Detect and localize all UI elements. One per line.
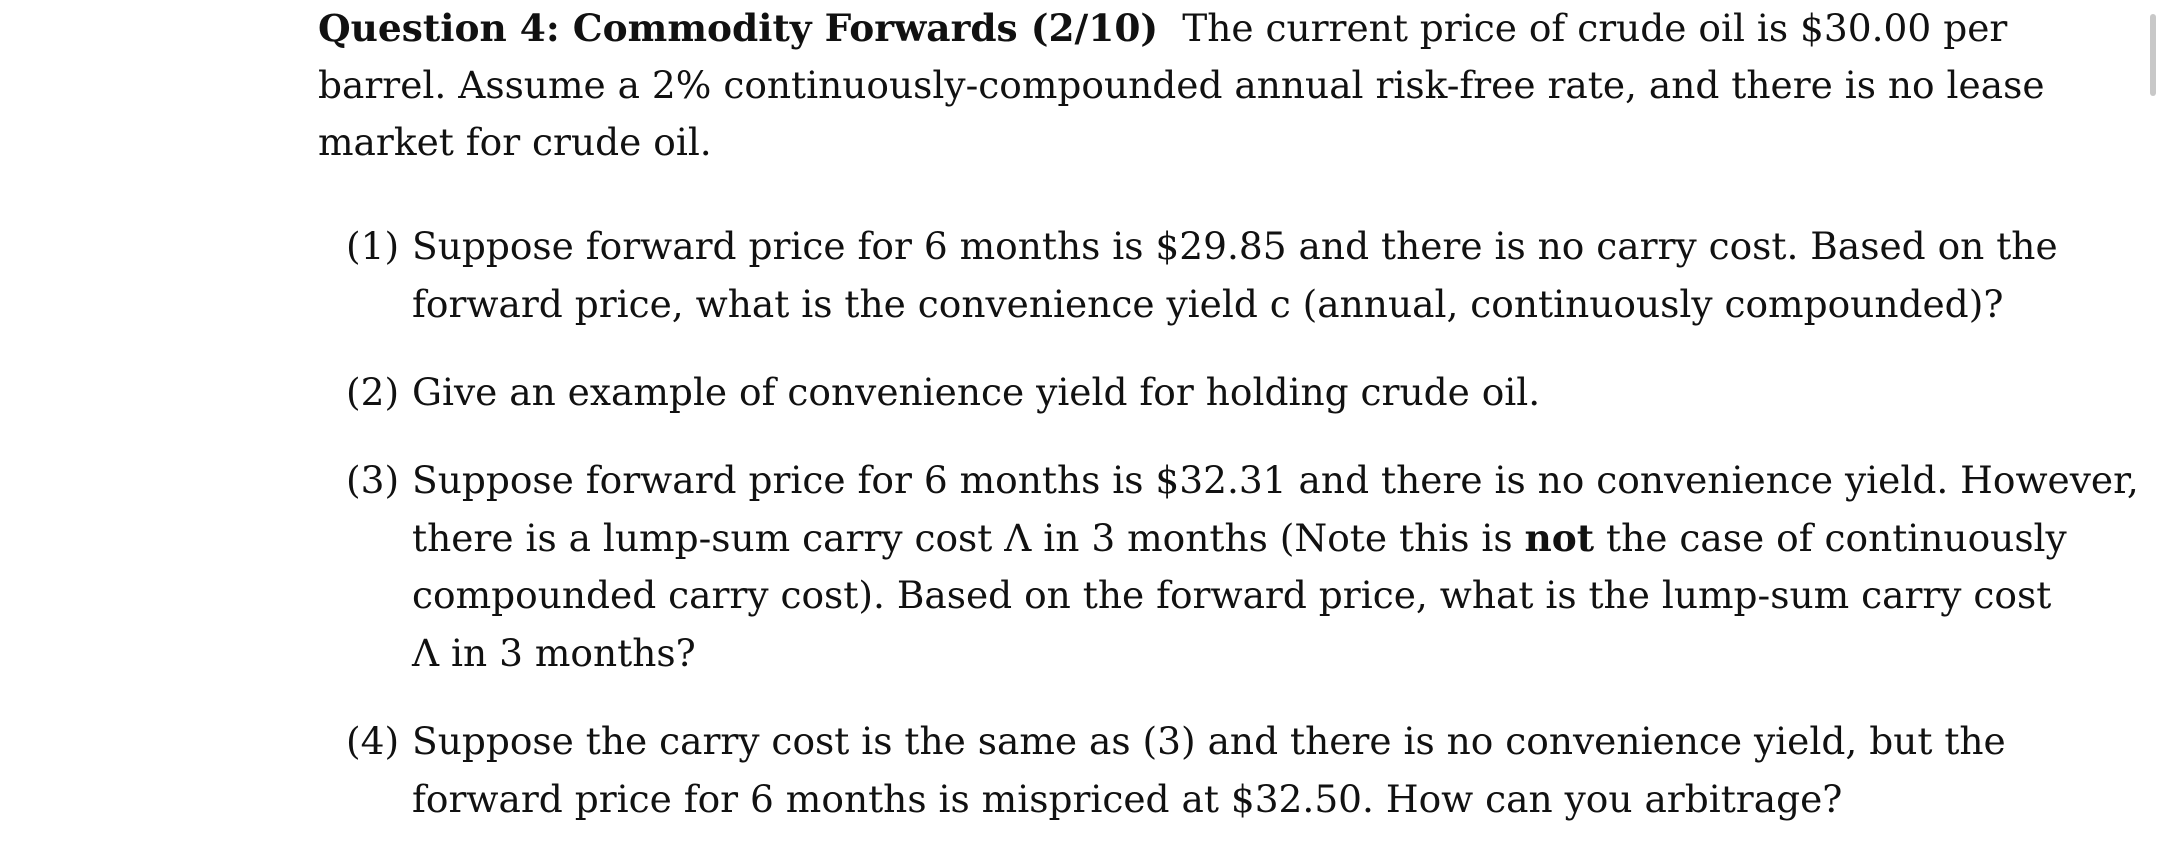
intro-text-1: The current price of crude oil is $30.00 per	[1182, 6, 2008, 50]
text-line: forward price for 6 months is mispriced at $32.50. How can you arbitrage?	[412, 776, 1843, 821]
text-line: Suppose the carry cost is the same as (3) and there is no convenience yield, but the	[412, 719, 2006, 763]
sub-question-text	[412, 713, 2006, 828]
text-line: Suppose forward price for 6 months is $32.31 and there is no convenience yield. However,	[412, 458, 2139, 502]
text-line: Λ in 3 months?	[412, 630, 696, 675]
sub-question-text	[412, 218, 2058, 333]
text-segment: there is a lump-sum carry cost Λ in 3 months (Note this is	[412, 515, 1525, 560]
sub-question-number: (4)	[346, 719, 400, 763]
emphasis-not: not	[1524, 515, 1595, 560]
sub-question-text	[412, 452, 2139, 682]
intro-line-1	[318, 0, 2008, 57]
question-label: Question 4: Commodity Forwards (2/10)	[318, 6, 1159, 50]
sub-question-number: (3)	[346, 458, 400, 502]
scrollbar-thumb[interactable]	[2150, 14, 2156, 96]
question-intro	[318, 0, 2045, 171]
text-segment: the case of continuously	[1594, 515, 2067, 560]
text-line: Suppose forward price for 6 months is $29.85 and there is no carry cost. Based on the	[412, 224, 2058, 268]
sub-question-number: (2)	[346, 370, 400, 414]
sub-question-number: (1)	[346, 224, 400, 268]
document-page	[318, 0, 2139, 821]
text-line: forward price, what is the convenience yield c (annual, continuously compounded)?	[412, 281, 2004, 326]
intro-line-2: barrel. Assume a 2% continuously-compounded annual risk-free rate, and there is no lease	[318, 63, 2045, 107]
text-line: Give an example of convenience yield for holding crude oil.	[412, 370, 1541, 414]
intro-line-3: market for crude oil.	[318, 120, 712, 164]
text-line: compounded carry cost). Based on the forward price, what is the lump-sum carry cost	[412, 573, 2052, 617]
text-line	[412, 510, 2067, 568]
sub-question-text	[412, 364, 1844, 422]
